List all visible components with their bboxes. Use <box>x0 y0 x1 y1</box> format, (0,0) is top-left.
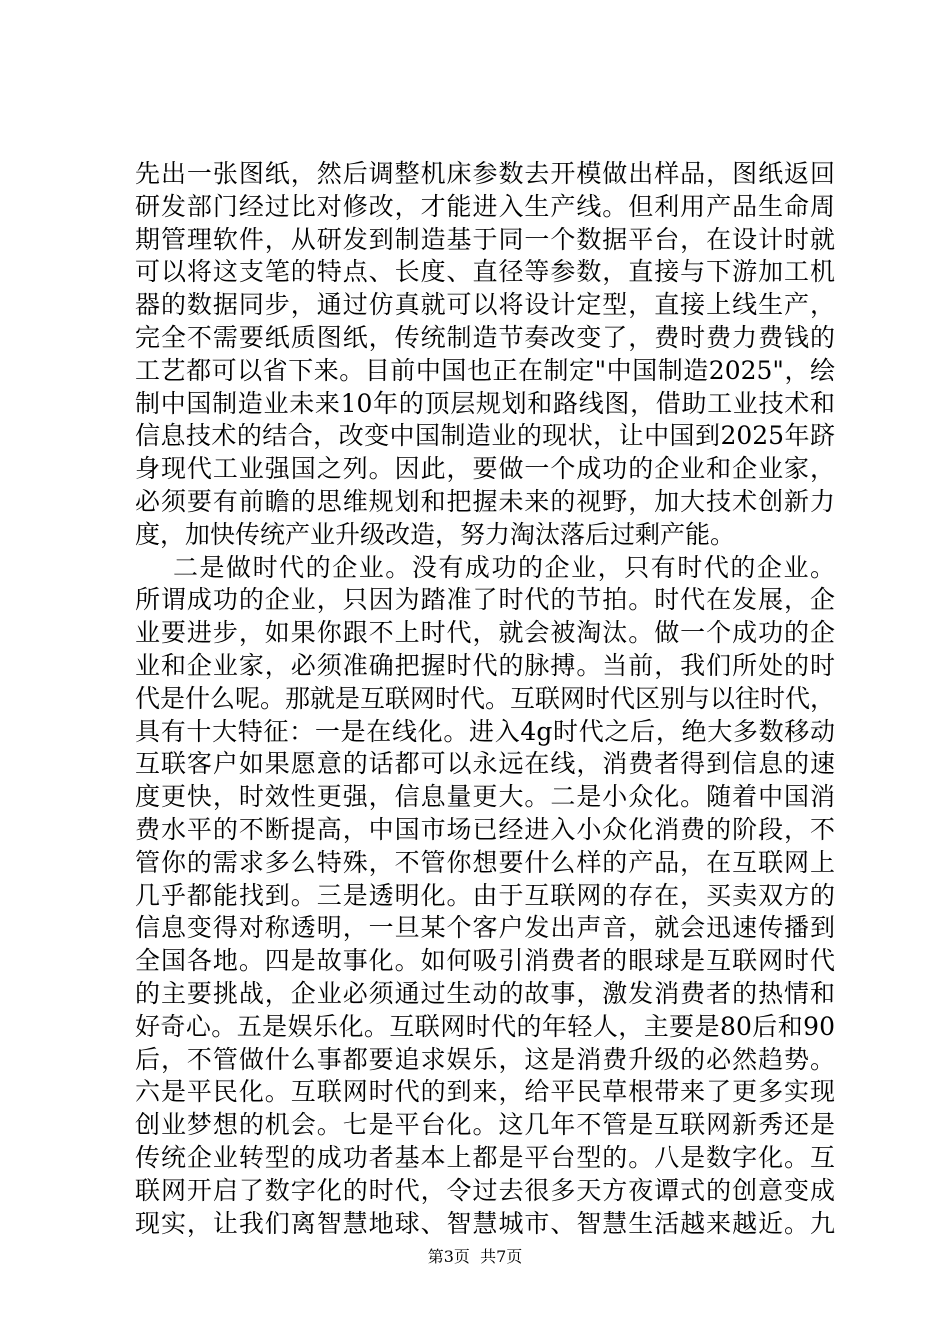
text-line: 传统企业转型的成功者基本上都是平台型的。八是数字化。互 <box>135 1142 835 1172</box>
text-line: 管你的需求多么特殊，不管你想要什么样的产品，在互联网上 <box>135 847 835 877</box>
text-line: 工艺都可以省下来。目前中国也正在制定"中国制造2025"，绘 <box>135 355 835 385</box>
text-line: 业和企业家，必须准确把握时代的脉搏。当前，我们所处的时 <box>135 650 835 680</box>
body-text <box>135 158 835 1240</box>
text-line: 业要进步，如果你跟不上时代，就会被淘汰。做一个成功的企 <box>135 618 835 648</box>
text-line: 现实，让我们离智慧地球、智慧城市、智慧生活越来越近。九 <box>135 1208 835 1238</box>
text-line: 信息技术的结合，改变中国制造业的现状，让中国到2025年跻 <box>135 421 835 451</box>
text-line: 二是做时代的企业。没有成功的企业，只有时代的企业。 <box>135 552 835 582</box>
text-line: 创业梦想的机会。七是平台化。这几年不管是互联网新秀还是 <box>135 1110 835 1140</box>
text-line: 期管理软件，从研发到制造基于同一个数据平台，在设计时就 <box>135 224 835 254</box>
text-line: 制中国制造业未来10年的顶层规划和路线图，借助工业技术和 <box>135 388 835 418</box>
text-line: 互联客户如果愿意的话都可以永远在线，消费者得到信息的速 <box>135 749 835 779</box>
text-line: 研发部门经过比对修改，才能进入生产线。但利用产品生命周 <box>135 191 835 221</box>
text-line: 代是什么呢。那就是互联网时代。互联网时代区别与以往时代， <box>135 683 836 713</box>
text-line: 六是平民化。互联网时代的到来，给平民草根带来了更多实现 <box>135 1077 835 1107</box>
text-line: 度更快，时效性更强，信息量更大。二是小众化。随着中国消 <box>135 782 835 812</box>
page-number-footer: 第3页 共7页 <box>427 1247 523 1266</box>
text-line: 度，加快传统产业升级改造，努力淘汰落后过剩产能。 <box>135 519 736 549</box>
text-line: 所谓成功的企业，只因为踏准了时代的节拍。时代在发展，企 <box>135 585 835 615</box>
text-line: 完全不需要纸质图纸，传统制造节奏改变了，费时费力费钱的 <box>135 322 835 352</box>
text-line: 可以将这支笔的特点、长度、直径等参数，直接与下游加工机 <box>135 257 835 287</box>
text-line: 必须要有前瞻的思维规划和把握未来的视野，加大技术创新力 <box>135 486 835 516</box>
text-line: 几乎都能找到。三是透明化。由于互联网的存在，买卖双方的 <box>135 880 835 910</box>
text-line: 全国各地。四是故事化。如何吸引消费者的眼球是互联网时代 <box>135 946 835 976</box>
text-line: 的主要挑战，企业必须通过生动的故事，激发消费者的热情和 <box>135 978 835 1008</box>
text-line: 信息变得对称透明，一旦某个客户发出声音，就会迅速传播到 <box>135 913 835 943</box>
text-line: 先出一张图纸，然后调整机床参数去开模做出样品，图纸返回 <box>135 159 835 188</box>
text-line: 身现代工业强国之列。因此，要做一个成功的企业和企业家， <box>135 454 835 484</box>
text-line: 器的数据同步，通过仿真就可以将设计定型，直接上线生产， <box>135 290 835 320</box>
text-line: 联网开启了数字化的时代，令过去很多天方夜谭式的创意变成 <box>135 1175 835 1205</box>
text-line: 具有十大特征：一是在线化。进入4g时代之后，绝大多数移动 <box>135 716 835 746</box>
text-line: 费水平的不断提高，中国市场已经进入小众化消费的阶段，不 <box>135 814 835 844</box>
text-line: 好奇心。五是娱乐化。互联网时代的年轻人，主要是80后和90 <box>135 1011 835 1041</box>
text-line: 后，不管做什么事都要追求娱乐，这是消费升级的必然趋势。 <box>135 1044 835 1074</box>
